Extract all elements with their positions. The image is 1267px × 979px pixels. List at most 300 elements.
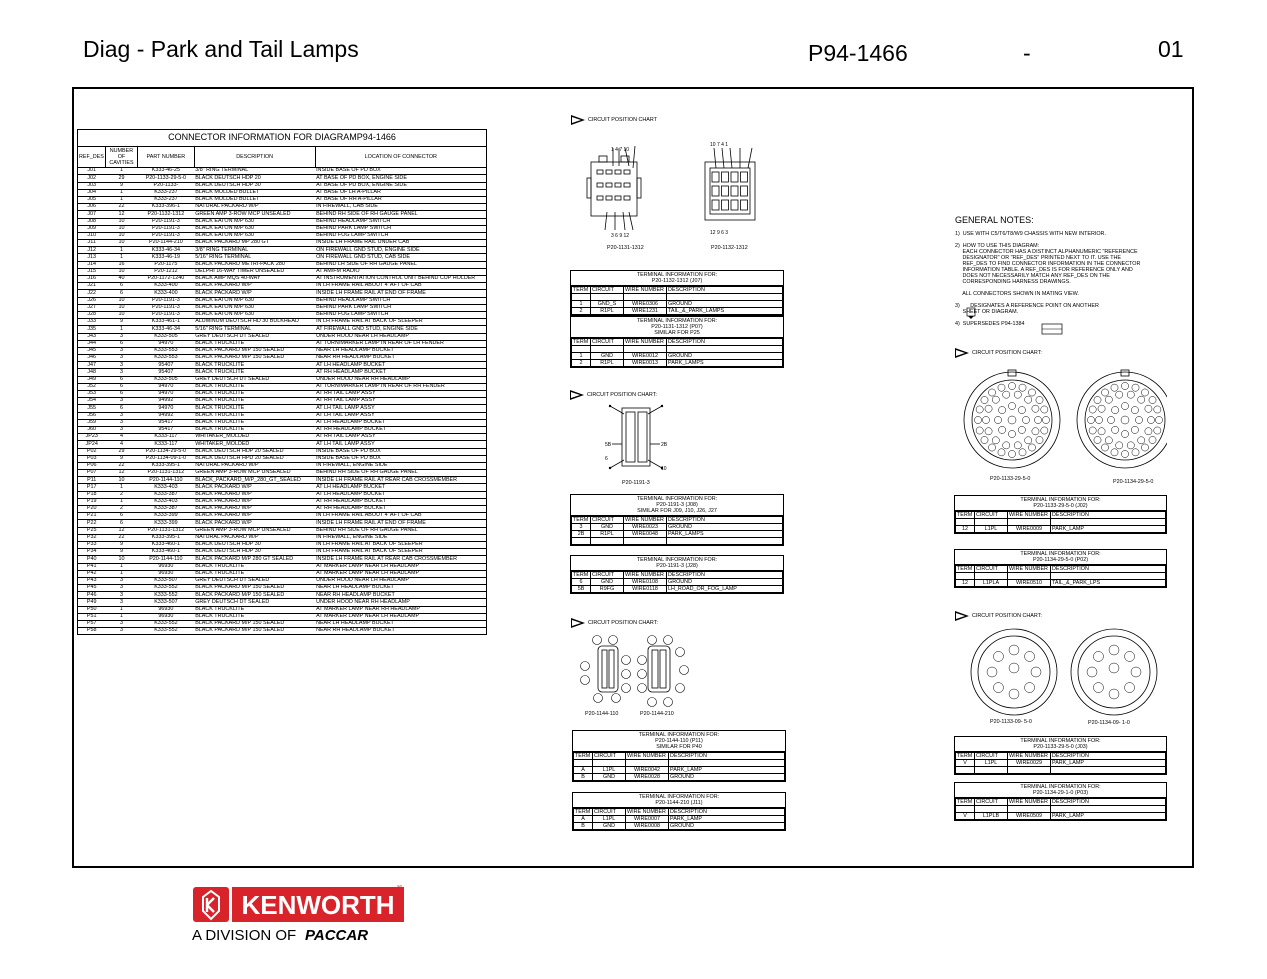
cpc-label-5: CIRCUIT POSITION CHART: [955, 611, 1042, 621]
connector-pin [1094, 436, 1101, 443]
table-cell: P17 [78, 484, 106, 491]
table-cell: 96930 [138, 613, 195, 620]
table-cell: P11 [78, 477, 106, 484]
table-cell [956, 573, 975, 580]
table-cell: BEHIND HEADLAMP SWITCH [315, 218, 486, 225]
table-cell: L1PL [593, 816, 626, 823]
table-row [78, 218, 487, 225]
revision-box-icon [1041, 323, 1063, 335]
table-cell: 10 [105, 304, 137, 311]
table-row [572, 524, 783, 531]
table-row [78, 211, 487, 218]
terminal-table-title [955, 737, 1166, 752]
table-cell: BEHIND PARK LAMP SWITCH [315, 304, 486, 311]
table-cell: 6 [105, 405, 137, 412]
table-cell: K333-552 [138, 585, 195, 592]
table-row [78, 455, 487, 462]
connector-pin [606, 170, 612, 174]
table-cell: GROUND [667, 524, 783, 531]
table-cell: B [574, 823, 593, 830]
table-cell [624, 346, 667, 353]
table-cell [593, 760, 626, 767]
table-row [78, 520, 487, 527]
table-cell: 29 [105, 448, 137, 455]
connector-pin [615, 196, 621, 200]
table-row [78, 355, 487, 362]
table-cell: AT LH HEADLAMP BUCKET [315, 419, 486, 426]
terminal-column-header: TERM [956, 512, 975, 519]
table-cell: P20-1144-210 [138, 240, 195, 247]
table-cell: 5/16" RING TERMINAL [194, 254, 315, 261]
terminal-table-p20-1131-1312 [570, 316, 784, 368]
note-line: 3) DESIGNATES A REFERENCE POINT ON ANOTHER [955, 303, 1099, 309]
table-row [78, 326, 487, 333]
table-cell: P22 [78, 520, 106, 527]
table-row [78, 621, 487, 628]
table-row [78, 541, 487, 548]
terminal-column-header: DESCRIPTION [1051, 512, 1166, 519]
table-cell: P20-1133-29-5-0 [138, 175, 195, 182]
table-cell: 12 [956, 580, 975, 587]
cpc-label-3: CIRCUIT POSITION CHART: [571, 618, 658, 628]
table-row [78, 556, 487, 563]
connector-pin [1019, 449, 1026, 456]
table-cell: J52 [78, 383, 106, 390]
table-cell: 22 [105, 204, 137, 211]
table-cell: IN FIREWALL, ENGINE SIDE [315, 462, 486, 469]
table-cell: 3/8" RING TERMINAL [194, 168, 315, 175]
general-notes [955, 215, 1160, 327]
terminal-column-header: TERM [574, 809, 593, 816]
table-cell: IN LH FRAME RAIL ABOUT 4' AFT OF CAB [315, 513, 486, 520]
table-cell: P49 [78, 599, 106, 606]
connector-p20-1131-1312-drawing [585, 142, 645, 242]
table-cell: 2 [572, 360, 591, 367]
table-cell: P20-1131-1312 [138, 527, 195, 534]
table-cell: WIRE0028 [626, 774, 669, 781]
connector-pin [1154, 406, 1161, 413]
terminal-column-header: TERM [956, 799, 975, 806]
connector-pin [1008, 450, 1015, 457]
terminal-table-title [955, 550, 1166, 565]
table-cell [624, 538, 667, 545]
table-cell: K333-553 [138, 355, 195, 362]
table-cell: K333-399 [138, 520, 195, 527]
table-cell: INSIDE LH FRAME RAIL AT REAR CAB CROSSMEMBER [315, 556, 486, 563]
table-cell: J46 [78, 355, 106, 362]
table-cell: 1 [105, 613, 137, 620]
table-cell: BLACK_PACKARD_M/P_280_GT_SEALED [194, 477, 315, 484]
connector-pin [638, 670, 647, 679]
table-cell: J04 [78, 189, 106, 196]
connector-pin [624, 183, 630, 187]
column-header: REF_DES [78, 147, 106, 168]
terminal-column-header: DESCRIPTION [667, 572, 783, 579]
table-cell: BLACK PACKARD W/P [194, 283, 315, 290]
table-cell: 94992 [138, 398, 195, 405]
connector-pin [985, 428, 992, 435]
table-cell: WIRE0509 [1008, 813, 1051, 820]
p1131-top-pins: 1 4 7 10 [611, 147, 630, 153]
p1132-bottom-pins: 12 9 6 3 [710, 230, 729, 236]
table-cell: PARK_LAMP [1051, 813, 1166, 820]
terminal-column-header: WIRE NUMBER [624, 572, 667, 579]
table-cell: P33 [78, 541, 106, 548]
table-cell: 1 [572, 353, 591, 360]
svg-text:5B: 5B [605, 442, 612, 448]
table-cell: IN LH FRAME RAIL AT BACK OF SLEEPER [315, 541, 486, 548]
table-cell: BEHIND HEADLAMP SWITCH [315, 297, 486, 304]
connector-pin [974, 416, 981, 423]
terminal-table-title [955, 783, 1166, 798]
table-cell: GREY DEUTSCH DT SEALED [194, 376, 315, 383]
table-cell: 6 [105, 376, 137, 383]
table-cell: BLACK PACKARD W/P [194, 506, 315, 513]
terminal-column-header: WIRE NUMBER [1008, 799, 1051, 806]
table-row [78, 491, 487, 498]
table-cell: PARK_LAMP [669, 816, 785, 823]
table-cell: PARK_LAMP [669, 767, 785, 774]
table-row [78, 362, 487, 369]
connector-pin [1028, 444, 1035, 451]
terminal-table-p20-1133-29-j02 [954, 495, 1167, 534]
caption-p20-1134-09: P20-1134-09- 1-0 [1088, 720, 1130, 726]
table-cell: J47 [78, 362, 106, 369]
table-row [572, 579, 783, 586]
cpc-label-1: CIRCUIT POSITION CHART [571, 115, 657, 125]
table-cell: AT LH TAIL LAMP ASSY [315, 441, 486, 448]
table-cell: AT RH TAIL LAMP ASSY [315, 398, 486, 405]
table-cell: NEAR LH HEADLAMP BUCKET [315, 621, 486, 628]
table-cell: GROUND [667, 353, 783, 360]
table-cell: AT MARKER LAMP NEAR RH HEADLAMP [315, 606, 486, 613]
table-cell: P20-1133- [138, 182, 195, 189]
table-row [78, 311, 487, 318]
table-cell: AT AM/FM RADIO [315, 268, 486, 275]
table-cell: 12 [105, 470, 137, 477]
table-cell: BLACK EATON M/P 630 [194, 311, 315, 318]
table-row [78, 484, 487, 491]
table-cell: K333-403 [138, 498, 195, 505]
table-cell: PARK_LAMPS [667, 360, 783, 367]
table-cell: BLACK PACKARD M/P 150 SEALED [194, 628, 315, 635]
table-row [78, 506, 487, 513]
connector-pin [1089, 406, 1096, 413]
connector-pin [1109, 689, 1119, 699]
terminal-column-header: TERM [572, 287, 591, 294]
table-cell: BEHIND FOG LAMP SWITCH [315, 311, 486, 318]
table-cell: J56 [78, 412, 106, 419]
table-cell: J27 [78, 304, 106, 311]
table-cell: 2 [105, 491, 137, 498]
table-cell: BLACK PACKARD MP 280 GT [194, 240, 315, 247]
table-cell: 1 [105, 606, 137, 613]
table-cell: K333-403 [138, 484, 195, 491]
table-cell: AT TURN/MARKER LAMP IN REAR OF LH FENDER [315, 340, 486, 347]
table-cell: UNDER HOOD NEAR RH HEADLAMP [315, 599, 486, 606]
table-cell: INSIDE BASE OF PD BOX [315, 455, 486, 462]
table-cell: WIRE0042 [626, 767, 669, 774]
table-cell: K333-395-1 [138, 462, 195, 469]
table-cell: WIRE0108 [624, 579, 667, 586]
table-cell: TAIL_&_PARK_LAMPS [667, 308, 783, 315]
terminal-table-title [571, 317, 783, 338]
connector-pin [1022, 416, 1029, 423]
connector-pin [1138, 396, 1145, 403]
table-cell: P20-1144-110 [138, 477, 195, 484]
connector-pin [998, 449, 1005, 456]
table-cell: AT MARKER LAMP NEAR LH HEADLAMP [315, 563, 486, 570]
table-cell: JP24 [78, 441, 106, 448]
table-cell: BLACK EATON M/P 630 [194, 218, 315, 225]
table-cell: J26 [78, 297, 106, 304]
connector-pin [622, 656, 631, 665]
connector-pin [622, 670, 631, 679]
table-cell: J07 [78, 211, 106, 218]
table-row [956, 580, 1166, 587]
table-cell: L1PL [975, 760, 1008, 767]
table-cell [591, 294, 624, 301]
table-cell [956, 767, 975, 774]
table-cell: P18 [78, 491, 106, 498]
terminal-table-p20-1134-29-p02 [954, 549, 1167, 588]
table-row [78, 204, 487, 211]
table-row [78, 398, 487, 405]
connector-pin [638, 684, 647, 693]
connector-pin [1101, 444, 1108, 451]
table-cell: P20-1191-3 [138, 304, 195, 311]
table-cell: PARK_LAMPS [667, 531, 783, 538]
table-cell: 10 [105, 225, 137, 232]
table-cell: 3 [105, 362, 137, 369]
table-cell: P45 [78, 585, 106, 592]
table-cell: NEAR RH HEADLAMP BUCKET [315, 355, 486, 362]
connector-pin [648, 698, 657, 707]
table-cell: BLACK TRUCKLITE [194, 383, 315, 390]
logo-tagline-brand: PACCAR [305, 927, 369, 944]
connector-pin [741, 200, 748, 210]
table-cell: 96930 [138, 570, 195, 577]
table-cell: 9 [105, 182, 137, 189]
table-cell: P42 [78, 570, 106, 577]
terminal-table-title [955, 496, 1166, 511]
table-row [78, 527, 487, 534]
terminal-column-header: WIRE NUMBER [1008, 512, 1051, 519]
table-cell: NEAR RH HEADLAMP BUCKET [315, 592, 486, 599]
table-cell [591, 346, 624, 353]
table-cell: R1PL [591, 308, 624, 315]
connector-pin [992, 396, 999, 403]
table-cell: AT RH HEADLAMP BUCKET [315, 498, 486, 505]
table-row [78, 254, 487, 261]
table-cell: V [956, 760, 975, 767]
note-line: DESIGNATOR" OR "REF_DES" PRINTED NEXT TO IT. USE THE [955, 255, 1121, 261]
connector-pin [1087, 667, 1097, 677]
table-cell: AT RH HEADLAMP BUCKET [315, 369, 486, 376]
table-row [956, 806, 1166, 813]
table-cell: AT RH TAIL LAMP ASSY [315, 434, 486, 441]
table-cell: WIRE0012 [624, 353, 667, 360]
table-cell: WIRE0008 [626, 823, 669, 830]
connector-pin [731, 172, 738, 182]
connector-pin [722, 172, 729, 182]
connector-pin [1025, 651, 1035, 661]
table-cell: WIRE0306 [624, 301, 667, 308]
connector-pin [612, 694, 621, 703]
table-cell: INSIDE LH FRAME RAIL UNDER CAB [315, 240, 486, 247]
connector-pin [976, 406, 983, 413]
table-cell: GROUND [669, 823, 785, 830]
caption-p20-1144-210: P20-1144-210 [640, 711, 674, 717]
table-cell: 3 [105, 621, 137, 628]
connector-9-way-drawings [968, 628, 1163, 718]
table-cell: BLACK PACKARD W/P [194, 290, 315, 297]
table-cell: 40 [105, 276, 137, 283]
connector-pin [993, 683, 1003, 693]
connector-pin [1008, 402, 1015, 409]
terminal-table-p20-1144-110 [572, 730, 786, 782]
connector-pin [1109, 663, 1119, 673]
table-cell: 1 [105, 254, 137, 261]
table-cell: BLACK PACKARD W/P [194, 498, 315, 505]
table-cell: AT BASE OF PD BOX, ENGINE SIDE [315, 175, 486, 182]
table-cell [956, 519, 975, 526]
connector-pin [722, 186, 729, 196]
doc-dash: - [1023, 40, 1031, 66]
table-cell: AT RH HEADLAMP BUCKET [315, 426, 486, 433]
table-row [572, 360, 783, 367]
table-cell: K333-117 [138, 434, 195, 441]
connector-pin [1032, 428, 1039, 435]
table-cell: J33 [78, 319, 106, 326]
table-cell: P51 [78, 613, 106, 620]
table-row [78, 290, 487, 297]
table-cell: BLACK MOLDED BULLET [194, 196, 315, 203]
table-cell: BEHIND PARK LAMP SWITCH [315, 225, 486, 232]
connector-pin [992, 437, 999, 444]
table-cell: AT BASE OF PD BOX, ENGINE SIDE [315, 182, 486, 189]
svg-text:2B: 2B [661, 442, 668, 448]
table-cell: BLACK PACKARD M/P 150 SEALED [194, 592, 315, 599]
connector-pin [999, 407, 1006, 414]
note-line: 2) HOW TO USE THIS DIAGRAM: [955, 243, 1040, 249]
table-cell: GND_S [591, 301, 624, 308]
terminal-column-header: CIRCUIT [591, 287, 624, 294]
kenworth-logo-mark [190, 885, 410, 945]
connector-pin [981, 436, 988, 443]
table-row [78, 247, 487, 254]
table-row [572, 301, 783, 308]
table-cell: 10 [105, 240, 137, 247]
table-cell: 3 [105, 426, 137, 433]
connector-pin [1089, 427, 1096, 434]
table-cell: 16 [105, 261, 137, 268]
table-cell: AT LH TAIL LAMP ASSY [315, 405, 486, 412]
table-cell: P20-1191-3 [138, 232, 195, 239]
table-cell: P20 [78, 506, 106, 513]
table-row [956, 526, 1166, 533]
table-cell: BLACK PACKARD W/P [194, 484, 315, 491]
table-cell: NATURAL PACKARD W/P [194, 204, 315, 211]
table-row [78, 225, 487, 232]
connector-pin [1111, 449, 1118, 456]
table-cell: WIRE0023 [624, 524, 667, 531]
table-cell: 2B [572, 531, 591, 538]
connector-pin [1018, 407, 1025, 414]
connector-pin [615, 183, 621, 187]
table-cell: P20-1132-1312 [138, 211, 195, 218]
table-row [78, 276, 487, 283]
table-cell: TAIL_&_PARK_LPS [1051, 580, 1166, 587]
table-cell: 1 [105, 196, 137, 203]
terminal-column-header: TERM [956, 753, 975, 760]
table-cell: 1 [105, 168, 137, 175]
table-cell: IN FIREWALL, ENGINE SIDE [315, 534, 486, 541]
table-cell: PARK_LAMP [1051, 760, 1166, 767]
table-cell: K333-387 [138, 491, 195, 498]
connector-pin [1008, 416, 1016, 424]
table-cell: BLACK DEUTSCH HDP 30 [194, 182, 315, 189]
table-cell: AT BASE OF RH A-PILLAR [315, 196, 486, 203]
connector-pin [988, 389, 995, 396]
table-cell: DELPHI 16-WAY TIMER UNSEALED [194, 268, 315, 275]
table-row [78, 168, 487, 175]
table-cell: 95417 [138, 419, 195, 426]
terminal-table-title [571, 271, 783, 286]
column-header: NUMBER OF CAVITIES [105, 147, 137, 168]
table-cell: 4 [105, 434, 137, 441]
table-cell: P25 [78, 527, 106, 534]
terminal-column-header: CIRCUIT [975, 566, 1008, 573]
table-cell [1051, 519, 1166, 526]
table-cell: 12 [105, 211, 137, 218]
terminal-title-line: P20-1134-29-1-0 (P03) [1032, 790, 1089, 796]
table-cell: J48 [78, 369, 106, 376]
table-row [78, 419, 487, 426]
connector-pin [999, 426, 1006, 433]
connector-pin [615, 170, 621, 174]
table-cell: K333-46-19 [138, 254, 195, 261]
table-cell: P20-1212 [138, 268, 195, 275]
table-cell: K333-505 [138, 333, 195, 340]
terminal-table-p20-1134-29-p03 [954, 782, 1167, 821]
table-cell: GREY DEUTSCH DT SEALED [194, 577, 315, 584]
table-cell: WIRE0013 [624, 360, 667, 367]
table-row [78, 340, 487, 347]
table-cell: L1PLA [975, 580, 1008, 587]
caption-p20-1133-09: P20-1133-09- 5-0 [990, 719, 1032, 725]
table-cell: GREEN AMP 3-ROW MCP UNSEALED [194, 470, 315, 477]
terminal-column-header: DESCRIPTION [1051, 799, 1166, 806]
terminal-column-header: DESCRIPTION [667, 339, 783, 346]
table-cell: BLACK PACKARD M/P 280 GT SEALED [194, 556, 315, 563]
table-cell: P03 [78, 455, 106, 462]
connector-pin [1003, 391, 1010, 398]
table-row [572, 538, 783, 545]
note-line: 1) USE WITH C5/T6/T8/W9 CHASSIS WITH NEW INTERIOR. [955, 231, 1106, 237]
connector-pin [1147, 416, 1154, 423]
table-cell: INSIDE LH FRAME RAIL AT END OF FRAME [315, 520, 486, 527]
connector-pin [1132, 384, 1139, 391]
table-cell: J21 [78, 283, 106, 290]
table-cell: BLACK EATON M/P 630 [194, 225, 315, 232]
terminal-title-line: P20-1133-29-5-0 (J02) [1033, 503, 1088, 509]
table-cell: J28 [78, 311, 106, 318]
table-cell: NATURAL PACKARD W/P [194, 534, 315, 541]
table-cell: BEHIND RH SIDE OF RH GAUGE PANEL [315, 527, 486, 534]
table-row [78, 196, 487, 203]
table-cell: BLACK AMP MQS 40-WAY [194, 276, 315, 283]
